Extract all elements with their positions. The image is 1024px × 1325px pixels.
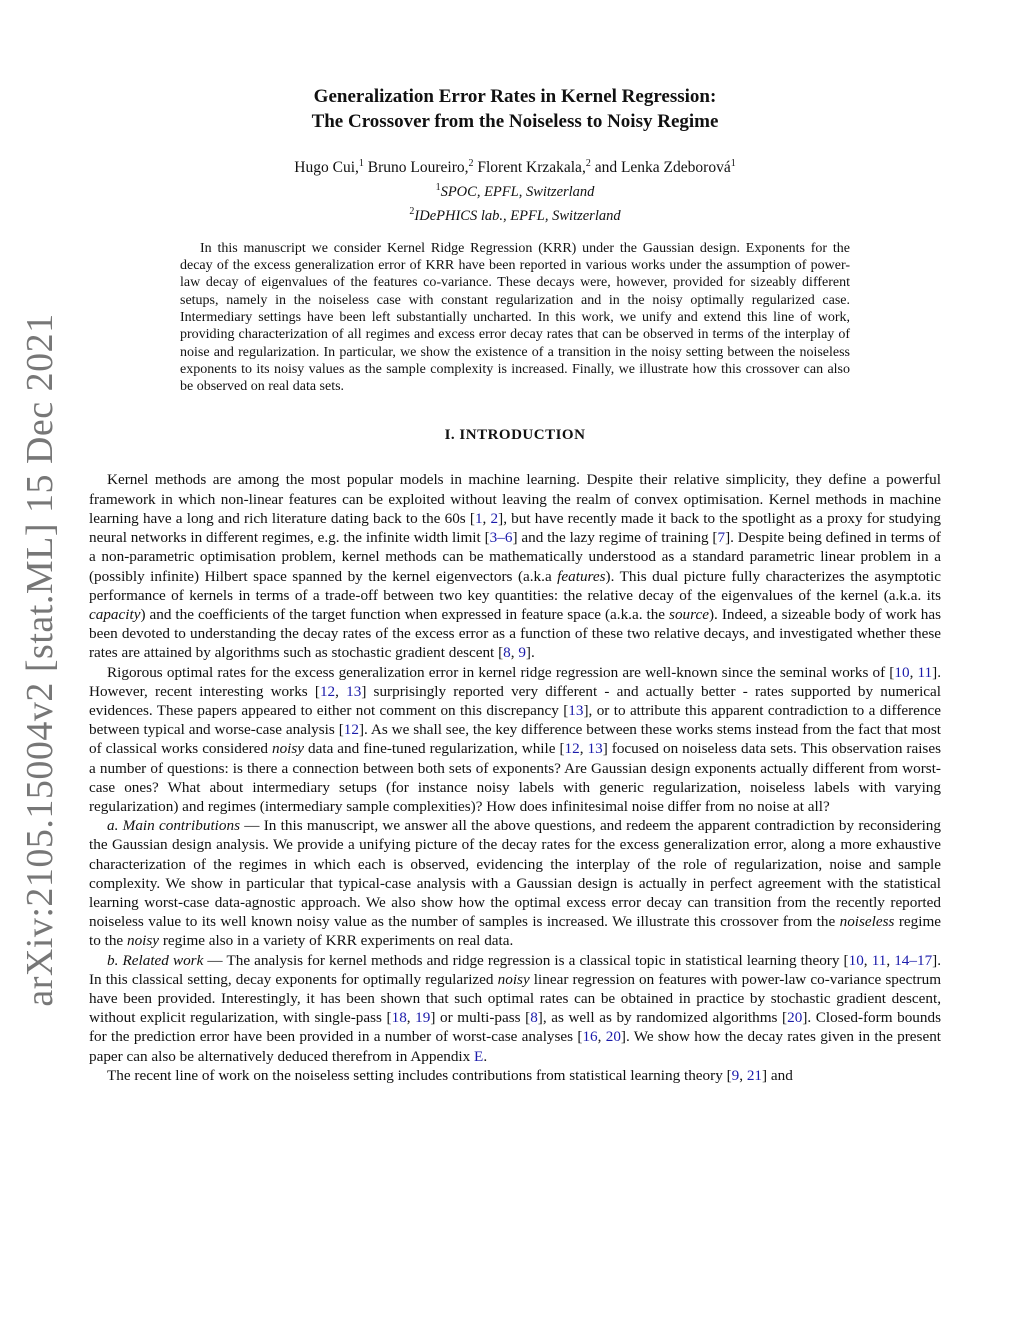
affil-mark: 1 — [358, 158, 364, 169]
affiliation-1-text: SPOC, EPFL, Switzerland — [440, 183, 595, 200]
text: ] and — [762, 1066, 793, 1084]
text: The analysis for kernel methods and ridge regression is a classical topic in statistical learning theory [ — [226, 951, 849, 969]
text: ]. We show how the decay rates given in the present paper can also be alternatively deduced therefrom in Appendix — [89, 1028, 942, 1065]
affiliation-1 — [89, 178, 941, 202]
text: ]. In this classical setting, decay exponents for optimally regularized — [89, 951, 942, 988]
author-loureiro: Bruno Loureiro, — [363, 159, 469, 177]
text: — — [240, 817, 264, 835]
citation-link[interactable]: 14–17 — [894, 951, 933, 969]
text: ], but have recently made it back to the spotlight as a proxy for studying neural networks in different regimes, e.g. the infinite width limit [ — [89, 509, 942, 547]
paragraph-2 — [89, 663, 941, 817]
text: , — [510, 644, 519, 662]
text: Kernel methods are among the most popular models in machine learning. Despite their relative simplicity, they define a powerful framework in which non-linear features can be exploited without leaving the realm of convex optimisation. Kernel methods in machine learning have a long and rich literature dating back to the 60s [ — [89, 471, 941, 527]
citation-link[interactable]: 13 — [587, 740, 603, 758]
citation-link[interactable]: 12 — [319, 682, 336, 700]
text: The recent line of work on the noiseless setting includes contributions from statistical learning theory [ — [107, 1066, 732, 1084]
text: ], or to attribute this apparent contradiction to a difference between typical and worse-case analysis [ — [89, 701, 941, 739]
text: , — [597, 1028, 606, 1046]
affil-mark: 2 — [585, 158, 591, 169]
text: , — [482, 509, 491, 527]
citation-link[interactable]: 12 — [343, 721, 359, 739]
text: ) and the coefficients of the target function when expressed in feature space (a.k.a. the — [140, 605, 670, 623]
emphasis: noisy — [271, 740, 305, 758]
paragraph-5 — [89, 1066, 941, 1085]
text: , — [863, 951, 872, 969]
section-heading-introduction: I. INTRODUCTION — [444, 427, 586, 444]
text: — — [203, 951, 227, 969]
text: regime to the — [89, 913, 942, 950]
citation-link[interactable]: 3–6 — [489, 529, 513, 547]
citation-link[interactable]: 1 — [474, 509, 483, 527]
text: , — [909, 663, 918, 681]
text: ] and the lazy regime of training [ — [512, 529, 718, 547]
text: , — [739, 1066, 747, 1084]
citation-link[interactable]: 7 — [717, 529, 726, 547]
text: , — [406, 1009, 416, 1027]
paragraph-main-contributions — [89, 816, 941, 950]
paragraph-related-work — [89, 951, 941, 1066]
citation-link[interactable]: 8 — [503, 644, 511, 662]
text: ). This dual picture fully characterizes the asymptotic performance of kernels in terms of a trade-off between two key quantities: the relative decay of the eigenvalues of the kernel (a.k.a. its — [89, 567, 941, 604]
affiliation-2-text: IDePHICS lab., EPFL, Switzerland — [414, 207, 621, 224]
citation-link[interactable]: 21 — [746, 1066, 763, 1084]
author-krzakala: Florent Krzakala, — [473, 159, 586, 177]
text: ] surprisingly reported very different - and actually better - rates supported by numerical evidences. These papers appeared to either not comment on this discrepancy [ — [89, 682, 941, 719]
paper-page — [89, 84, 941, 1085]
text: regime also in a variety of KRR experiments on real data. — [159, 932, 514, 950]
emphasis: noisy — [497, 970, 530, 988]
author-cui: Hugo Cui, — [294, 159, 359, 177]
citation-link[interactable]: 20 — [787, 1009, 803, 1027]
text: ]. — [525, 644, 535, 662]
text: linear regression on features with power-law co-variance spectrum have been provided. Interestingly, it has been shown that such optimal rates can be obtained in practice by stochastic gradient descent, without explicit regularization, with single-pass [ — [89, 970, 942, 1027]
abstract: In this manuscript we consider Kernel Ridge Regression (KRR) under the Gaussian design. Exponents for the decay of the excess generalization error of KRR have been reported in various works under the assumption of power-law decay of eigenvalues of the features co-variance. These decays were, however, provided for sizeably different setups, namely in the noiseless case with constant regularization and in the noisy optimally regularized case. Intermediary settings have been left substantially uncharted. In this work, we unify and extend this line of work, providing characterization of all regimes and excess error decay rates that can be observed in terms of the interplay of noise and regularization. In particular, we show the existence of a transition in the noisy setting between the noiseless exponents to its noisy values as the sample complexity is increased. Finally, we illustrate how this crossover can also be observed on real data sets. — [180, 240, 850, 395]
text: ]. Closed-form bounds for the prediction error have been provided in a number of worst-case analyses [ — [89, 1009, 941, 1046]
affil-mark: 1 — [730, 158, 736, 169]
affil-mark: 1 — [435, 182, 441, 194]
citation-link[interactable]: 10 — [848, 951, 864, 969]
paper-body — [89, 470, 941, 1085]
text: , — [335, 682, 347, 700]
text: Rigorous optimal rates for the excess generalization error in kernel ridge regression are well-known since the seminal works of [ — [107, 663, 895, 681]
text: ). Indeed, a sizeable body of work has been devoted to understanding the decay rates of the excess error as a function of these two relative decays, and investigated whether these rates are attained by algorithms such as stochastic gradient descent [ — [89, 605, 942, 662]
paragraph-label: a. Main contributions — [107, 817, 240, 835]
paper-title — [89, 84, 941, 134]
paragraph-label: b. Related work — [107, 951, 204, 969]
citation-link[interactable]: 8 — [530, 1009, 538, 1027]
citation-link[interactable]: 13 — [568, 701, 584, 719]
title-line-2: The Crossover from the Noiseless to Noisy Regime — [311, 111, 719, 132]
text: data and fine-tuned regularization, while [ — [304, 740, 565, 758]
author-list — [89, 154, 941, 178]
text: ] focused on noiseless data sets. This observation raises a number of questions: is there a connection between both sets of exponents? Are Gaussian design exponents actually different from worst-case ones? What about intermediary setups (for instance noisy labels with generic regularization, noiseless labels with varying regularization) and regimes (intermediary sample complexities)? How does infinitesimal noise differ from no noise at all? — [89, 740, 941, 815]
text: . — [483, 1047, 488, 1065]
title-line-1: Generalization Error Rates in Kernel Regression: — [313, 86, 717, 107]
affil-mark: 2 — [468, 158, 474, 169]
text: , — [886, 951, 895, 969]
citation-link[interactable]: 16 — [582, 1028, 598, 1046]
paragraph-1 — [89, 470, 941, 662]
citation-link[interactable]: 13 — [346, 682, 362, 700]
text: In this manuscript, we answer all the above questions, and redeem the apparent contradiction by reconsidering the Gaussian design analysis. We provide a unifying picture of the decay rates for the excess generalization error, along a more exhaustive characterization of the regimes in which each is observed, evidencing the interplay of the role of regularization, noise and sample complexity. We show in particular that typical-case analysis with a Gaussian design is actually in perfect agreement with the statistical learning worst-case data-agnostic approach. We also show how the optimal excess error decay can transition from the recently reported noiseless value to its well known noisy value as the number of samples is increased. We illustrate this crossover from the — [89, 817, 941, 931]
text: , — [579, 740, 588, 758]
text: ]. As we shall see, the key difference between these works stems instead from the fact that most of classical works considered — [89, 721, 941, 758]
emphasis: capacity — [89, 605, 141, 623]
appendix-link[interactable]: E — [474, 1047, 484, 1065]
author-zdeborova: and Lenka Zdeborová — [590, 159, 731, 177]
citation-link[interactable]: 19 — [415, 1009, 431, 1027]
text: ], as well as by randomized algorithms [ — [537, 1009, 788, 1027]
emphasis: features — [557, 567, 606, 585]
affil-mark: 2 — [409, 205, 415, 217]
emphasis: source — [669, 605, 709, 623]
citation-link[interactable]: 11 — [917, 663, 933, 681]
citation-link[interactable]: 10 — [894, 663, 910, 681]
citation-link[interactable]: 20 — [605, 1028, 621, 1046]
emphasis: noiseless — [839, 913, 895, 931]
text: ]. However, recent interesting works [ — [89, 663, 941, 700]
text: ] or multi-pass [ — [430, 1009, 531, 1027]
citation-link[interactable]: 18 — [391, 1009, 407, 1027]
citation-link[interactable]: 11 — [871, 951, 887, 969]
emphasis: noisy — [126, 932, 160, 950]
citation-link[interactable]: 2 — [490, 509, 499, 527]
text: ]. Despite being defined in terms of a non-parametric optimisation problem, kernel methods can be mathematically understood as a standard parametric linear problem in a (possibly infinite) Hilbert space spanned by the kernel eigenvectors (a.k.a — [89, 529, 941, 585]
citation-link[interactable]: 9 — [731, 1066, 740, 1084]
citation-link[interactable]: 12 — [564, 740, 580, 758]
arxiv-identifier: arXiv:2105.15004v2 [stat.ML] 15 Dec 2021 — [19, 313, 61, 1007]
affiliation-2 — [89, 202, 941, 226]
arxiv-sidebar-stamp — [10, 313, 70, 1007]
citation-link[interactable]: 9 — [518, 644, 526, 662]
